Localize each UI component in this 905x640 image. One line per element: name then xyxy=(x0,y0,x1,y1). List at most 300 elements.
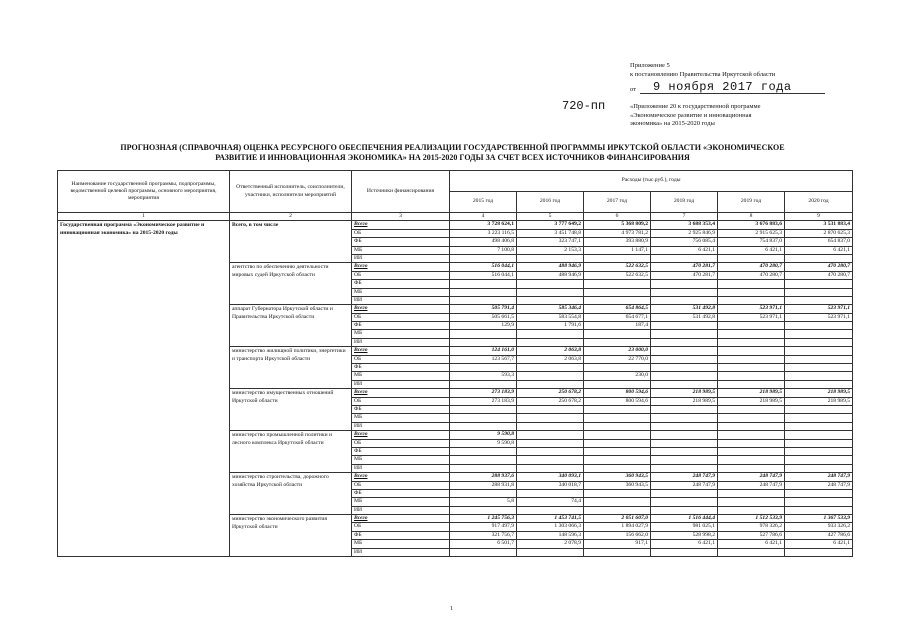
value-cell: 124 161,0 xyxy=(450,347,517,355)
value-cell xyxy=(517,464,584,472)
value-cell xyxy=(651,338,718,346)
value-cell xyxy=(718,498,785,506)
executor-cell: министерство промышленной политики и лесного комплекса Иркутской области xyxy=(230,431,352,473)
value-cell: 6 421,1 xyxy=(718,246,785,254)
value-cell: 516 044,1 xyxy=(450,271,517,279)
source-cell: ОБ xyxy=(352,439,450,447)
value-cell: 531 492,8 xyxy=(651,305,718,313)
value-cell: 6 421,1 xyxy=(718,540,785,548)
value-cell xyxy=(651,347,718,355)
value-cell xyxy=(651,464,718,472)
value-cell xyxy=(651,506,718,514)
value-cell xyxy=(651,431,718,439)
value-cell: 3 531 883,4 xyxy=(785,221,853,229)
value-cell xyxy=(718,439,785,447)
value-cell xyxy=(785,280,853,288)
source-cell: ИИ xyxy=(352,254,450,262)
source-cell: Всего xyxy=(352,263,450,271)
value-cell xyxy=(718,355,785,363)
value-cell xyxy=(450,456,517,464)
value-cell: 505 661,5 xyxy=(450,313,517,321)
value-cell: 248 747,9 xyxy=(718,473,785,481)
value-cell xyxy=(718,254,785,262)
value-cell: 981 025,1 xyxy=(651,523,718,531)
value-cell xyxy=(584,456,651,464)
value-cell: 2 063,8 xyxy=(517,347,584,355)
source-cell: Всего xyxy=(352,305,450,313)
value-cell: 156 662,0 xyxy=(584,531,651,539)
source-cell: ОБ xyxy=(352,397,450,405)
value-cell xyxy=(785,422,853,430)
year-header: 2017 год xyxy=(584,192,651,213)
value-cell xyxy=(785,330,853,338)
value-cell xyxy=(718,280,785,288)
year-header: 2015 год xyxy=(450,192,517,213)
value-cell: 654 864,5 xyxy=(584,305,651,313)
value-cell xyxy=(718,372,785,380)
source-cell: ИИ xyxy=(352,338,450,346)
value-cell: 754 837,0 xyxy=(718,238,785,246)
value-cell xyxy=(651,355,718,363)
value-cell xyxy=(517,489,584,497)
source-cell: Всего xyxy=(352,473,450,481)
value-cell xyxy=(517,330,584,338)
value-cell xyxy=(450,405,517,413)
value-cell: 74,4 xyxy=(517,498,584,506)
value-cell xyxy=(517,338,584,346)
column-number: 5 xyxy=(517,213,584,221)
executor-cell: министерство имущественных отношений Иркутской области xyxy=(230,389,352,431)
value-cell xyxy=(651,405,718,413)
value-cell xyxy=(517,548,584,556)
value-cell: 505 791,4 xyxy=(450,305,517,313)
value-cell xyxy=(718,414,785,422)
table-body xyxy=(58,221,853,557)
value-cell xyxy=(785,439,853,447)
value-cell xyxy=(785,405,853,413)
value-cell xyxy=(584,489,651,497)
value-cell xyxy=(718,288,785,296)
value-cell: 9 590,8 xyxy=(450,431,517,439)
value-cell xyxy=(450,280,517,288)
value-cell: 523 971,1 xyxy=(785,305,853,313)
source-cell: МБ xyxy=(352,330,450,338)
value-cell xyxy=(718,489,785,497)
annex-line3: экономика» на 2015-2020 годы xyxy=(630,120,715,127)
value-cell: 148 596,3 xyxy=(517,531,584,539)
value-cell xyxy=(718,464,785,472)
value-cell: 218 989,5 xyxy=(718,389,785,397)
column-number: 6 xyxy=(584,213,651,221)
value-cell xyxy=(517,296,584,304)
value-cell xyxy=(517,506,584,514)
value-cell: 4 973 781,2 xyxy=(584,229,651,237)
value-cell: 583 554,8 xyxy=(517,313,584,321)
value-cell xyxy=(651,439,718,447)
source-cell: МБ xyxy=(352,414,450,422)
value-cell: 527 786,6 xyxy=(718,531,785,539)
source-cell: ИИ xyxy=(352,422,450,430)
value-cell xyxy=(785,296,853,304)
source-cell: ОБ xyxy=(352,313,450,321)
value-cell: 9 590,8 xyxy=(450,439,517,447)
value-cell xyxy=(651,380,718,388)
value-cell xyxy=(584,414,651,422)
value-cell xyxy=(584,498,651,506)
value-cell xyxy=(785,506,853,514)
title-line2: РАЗВИТИЕ И ИННОВАЦИОННАЯ ЭКОНОМИКА» НА 2015-2020 ГОДЫ ЗА СЧЕТ ВСЕХ ИСТОЧНИКОВ ФИНАНСИРОВАНИЯ xyxy=(215,153,690,162)
source-cell: ИИ xyxy=(352,296,450,304)
value-cell: 2 915 625,3 xyxy=(718,229,785,237)
source-cell: ИИ xyxy=(352,548,450,556)
source-cell: Всего xyxy=(352,347,450,355)
value-cell: 248 747,9 xyxy=(785,473,853,481)
value-cell xyxy=(584,338,651,346)
source-cell: ОБ xyxy=(352,271,450,279)
value-cell xyxy=(785,456,853,464)
source-cell: ОБ xyxy=(352,481,450,489)
value-cell xyxy=(450,288,517,296)
value-cell xyxy=(517,280,584,288)
value-cell: 523 971,1 xyxy=(718,313,785,321)
value-cell xyxy=(517,447,584,455)
value-cell: 585 346,4 xyxy=(517,305,584,313)
value-cell xyxy=(785,364,853,372)
value-cell xyxy=(450,506,517,514)
decree-number: 720-пп xyxy=(562,99,606,113)
value-cell: 1 367 533,9 xyxy=(785,515,853,523)
value-cell xyxy=(450,548,517,556)
value-cell xyxy=(651,330,718,338)
header-expenses: Расходы (тыс.руб.), годы xyxy=(450,171,853,192)
value-cell xyxy=(718,548,785,556)
value-cell: 218 989,5 xyxy=(785,397,853,405)
value-cell: 321 756,7 xyxy=(450,531,517,539)
value-cell: 3 728 624,1 xyxy=(450,221,517,229)
value-cell: 129,9 xyxy=(450,322,517,330)
value-cell: 5 368 809,2 xyxy=(584,221,651,229)
value-cell xyxy=(584,380,651,388)
appendix-header xyxy=(630,62,870,79)
source-cell: ФБ xyxy=(352,364,450,372)
value-cell: 933 326,2 xyxy=(785,523,853,531)
value-cell: 218 989,5 xyxy=(718,397,785,405)
header-row xyxy=(58,171,853,192)
value-cell: 288 937,6 xyxy=(450,473,517,481)
value-cell xyxy=(785,431,853,439)
value-cell: 488 946,9 xyxy=(517,263,584,271)
value-cell: 22 770,0 xyxy=(584,355,651,363)
value-cell: 1 512 533,9 xyxy=(718,515,785,523)
value-cell: 2 925 846,9 xyxy=(651,229,718,237)
value-cell xyxy=(785,464,853,472)
value-cell xyxy=(517,422,584,430)
value-cell: 2 078,9 xyxy=(517,540,584,548)
source-cell: ФБ xyxy=(352,322,450,330)
source-cell: Всего xyxy=(352,515,450,523)
value-cell: 498 406,8 xyxy=(450,238,517,246)
source-cell: ФБ xyxy=(352,405,450,413)
value-cell: 3 451 748,8 xyxy=(517,229,584,237)
annex-line2: «Экономическое развитие и инновационная xyxy=(630,111,752,119)
column-number: 3 xyxy=(352,213,450,221)
value-cell: 917 497,9 xyxy=(450,523,517,531)
value-cell: 248 747,9 xyxy=(651,473,718,481)
page-number: 1 xyxy=(450,606,453,612)
value-cell xyxy=(785,338,853,346)
value-cell xyxy=(450,380,517,388)
value-cell xyxy=(450,330,517,338)
value-cell xyxy=(584,280,651,288)
value-cell: 218 989,5 xyxy=(651,389,718,397)
document-title xyxy=(60,143,845,163)
value-cell: 3 676 883,6 xyxy=(718,221,785,229)
source-cell: ФБ xyxy=(352,489,450,497)
value-cell xyxy=(450,254,517,262)
value-cell xyxy=(785,347,853,355)
value-cell: 6 421,1 xyxy=(785,540,853,548)
source-cell: Всего xyxy=(352,431,450,439)
value-cell: 248 747,9 xyxy=(718,481,785,489)
value-cell xyxy=(651,280,718,288)
value-cell: 800 594,6 xyxy=(584,397,651,405)
value-cell: 523 971,1 xyxy=(785,313,853,321)
value-cell: 470 280,7 xyxy=(785,271,853,279)
value-cell: 523 971,1 xyxy=(718,305,785,313)
value-cell: 3 688 353,4 xyxy=(651,221,718,229)
value-cell: 516 044,1 xyxy=(450,263,517,271)
value-cell: 531 492,8 xyxy=(651,313,718,321)
value-cell: 393 880,9 xyxy=(584,238,651,246)
value-cell xyxy=(785,447,853,455)
value-cell xyxy=(450,338,517,346)
value-cell: 2 870 625,3 xyxy=(785,229,853,237)
value-cell: 248 747,9 xyxy=(785,481,853,489)
value-cell xyxy=(651,498,718,506)
source-cell: ОБ xyxy=(352,523,450,531)
value-cell: 230,0 xyxy=(584,372,651,380)
source-cell: МБ xyxy=(352,498,450,506)
value-cell xyxy=(584,405,651,413)
value-cell xyxy=(651,288,718,296)
value-cell: 273 183,9 xyxy=(450,397,517,405)
value-cell xyxy=(718,422,785,430)
value-cell: 470 281,7 xyxy=(651,271,718,279)
source-cell: ФБ xyxy=(352,238,450,246)
value-cell xyxy=(718,296,785,304)
value-cell: 1 147,1 xyxy=(584,246,651,254)
value-cell xyxy=(718,405,785,413)
executor-cell: министерство жилищной политики, энергетики и транспорта Иркутской области xyxy=(230,347,352,389)
program-name-cell: Государственная программа «Экономическое развитие и инновационная экономика» на 2015-2020 годы xyxy=(58,221,230,557)
decree-date: 9 ноября 2017 года xyxy=(653,80,792,94)
value-cell: 218 989,5 xyxy=(651,397,718,405)
column-number: 2 xyxy=(230,213,352,221)
value-cell: 917,1 xyxy=(584,540,651,548)
appendix-line2: к постановлению Правительства Иркутской области xyxy=(630,70,776,78)
source-cell: ИИ xyxy=(352,464,450,472)
source-cell: МБ xyxy=(352,372,450,380)
value-cell xyxy=(785,355,853,363)
value-cell xyxy=(785,414,853,422)
value-cell xyxy=(651,447,718,455)
column-number: 9 xyxy=(785,213,853,221)
value-cell xyxy=(651,548,718,556)
value-cell xyxy=(584,422,651,430)
value-cell: 800 594,6 xyxy=(584,389,651,397)
value-cell xyxy=(718,322,785,330)
table-row xyxy=(58,221,853,229)
value-cell xyxy=(450,414,517,422)
value-cell: 2 051 607,0 xyxy=(584,515,651,523)
value-cell: 323 747,1 xyxy=(517,238,584,246)
header-program: Наименование государственной программы, подпрограммы, ведомственной целевой программы, основного мероприятия, мероприятия xyxy=(58,171,230,213)
value-cell xyxy=(584,431,651,439)
value-cell: 6 501,7 xyxy=(450,540,517,548)
value-cell xyxy=(450,489,517,497)
value-cell: 5,8 xyxy=(450,498,517,506)
value-cell xyxy=(785,489,853,497)
value-cell: 7 100,8 xyxy=(450,246,517,254)
value-cell: 273 183,9 xyxy=(450,389,517,397)
value-cell: 470 280,7 xyxy=(718,271,785,279)
value-cell xyxy=(584,506,651,514)
source-cell: ФБ xyxy=(352,280,450,288)
value-cell xyxy=(785,548,853,556)
source-cell: МБ xyxy=(352,540,450,548)
value-cell: 2 153,3 xyxy=(517,246,584,254)
value-cell: 6 421,1 xyxy=(785,246,853,254)
value-cell: 470 280,7 xyxy=(785,263,853,271)
value-cell xyxy=(718,364,785,372)
executor-cell: агентство по обеспечению деятельности мировых судей Иркутской области xyxy=(230,263,352,305)
executor-cell: аппарат Губернатора Иркутской области и Правительства Иркутской области xyxy=(230,305,352,347)
year-header: 2019 год xyxy=(718,192,785,213)
value-cell xyxy=(718,506,785,514)
value-cell xyxy=(651,364,718,372)
executor-cell: министерство экономического развития Иркутской области xyxy=(230,515,352,557)
value-cell: 3 223 116,5 xyxy=(450,229,517,237)
value-cell xyxy=(517,380,584,388)
value-cell xyxy=(517,364,584,372)
value-cell xyxy=(651,254,718,262)
value-cell: 756 085,4 xyxy=(651,238,718,246)
funding-table xyxy=(57,170,853,557)
header-source: Источники финансирования xyxy=(352,171,450,213)
executor-cell: министерство строительства, дорожного хозяйства Иркутской области xyxy=(230,473,352,515)
value-cell xyxy=(718,330,785,338)
value-cell: 470 281,7 xyxy=(651,263,718,271)
value-cell xyxy=(584,330,651,338)
value-cell xyxy=(584,254,651,262)
value-cell xyxy=(517,439,584,447)
source-cell: ОБ xyxy=(352,229,450,237)
source-cell: Всего xyxy=(352,221,450,229)
value-cell xyxy=(517,414,584,422)
value-cell: 654 837,0 xyxy=(785,238,853,246)
value-cell xyxy=(718,338,785,346)
column-number: 4 xyxy=(450,213,517,221)
value-cell xyxy=(785,288,853,296)
source-cell: ОБ xyxy=(352,355,450,363)
value-cell: 427 786,6 xyxy=(785,531,853,539)
value-cell: 470 280,7 xyxy=(718,263,785,271)
value-cell xyxy=(450,364,517,372)
value-cell xyxy=(584,464,651,472)
value-cell xyxy=(584,296,651,304)
value-cell: 522 632,5 xyxy=(584,271,651,279)
value-cell: 123 567,7 xyxy=(450,355,517,363)
value-cell xyxy=(517,431,584,439)
value-cell: 218 989,5 xyxy=(785,389,853,397)
value-cell: 1 791,6 xyxy=(517,322,584,330)
source-cell: МБ xyxy=(352,246,450,254)
value-cell: 1 516 444,4 xyxy=(651,515,718,523)
value-cell: 187,4 xyxy=(584,322,651,330)
column-number: 8 xyxy=(718,213,785,221)
value-cell xyxy=(517,372,584,380)
value-cell xyxy=(651,489,718,497)
value-cell xyxy=(584,447,651,455)
column-number: 7 xyxy=(651,213,718,221)
value-cell xyxy=(584,288,651,296)
value-cell xyxy=(450,296,517,304)
value-cell xyxy=(584,364,651,372)
value-cell: 6 421,1 xyxy=(651,540,718,548)
value-cell: 3 777 649,2 xyxy=(517,221,584,229)
column-number: 1 xyxy=(58,213,230,221)
value-cell: 360 943,5 xyxy=(584,481,651,489)
value-cell xyxy=(517,405,584,413)
value-cell: 340 018,7 xyxy=(517,481,584,489)
value-cell: 1 303 066,3 xyxy=(517,523,584,531)
value-cell: 2 063,8 xyxy=(517,355,584,363)
value-cell: 654 677,1 xyxy=(584,313,651,321)
value-cell xyxy=(718,456,785,464)
value-cell: 6 421,1 xyxy=(651,246,718,254)
value-cell xyxy=(651,456,718,464)
value-cell: 1 245 756,3 xyxy=(450,515,517,523)
value-cell: 360 943,5 xyxy=(584,473,651,481)
date-prefix: от xyxy=(630,86,637,93)
value-cell xyxy=(785,372,853,380)
value-cell xyxy=(718,447,785,455)
annex-reference xyxy=(630,103,860,129)
annex-line1: «Приложение 20 к государственной программе xyxy=(630,103,761,110)
executor-cell: Всего, в том числе xyxy=(230,221,352,263)
value-cell: 340 093,1 xyxy=(517,473,584,481)
value-cell xyxy=(584,548,651,556)
value-cell: 250 678,2 xyxy=(517,397,584,405)
value-cell: 522 632,5 xyxy=(584,263,651,271)
value-cell xyxy=(651,422,718,430)
column-number-row xyxy=(58,213,853,221)
header-executor: Ответственный исполнитель, соисполнители, участники, исполнители мероприятий xyxy=(230,171,352,213)
source-cell: Всего xyxy=(352,389,450,397)
value-cell xyxy=(718,431,785,439)
value-cell: 1 453 741,5 xyxy=(517,515,584,523)
value-cell xyxy=(718,380,785,388)
year-header: 2018 год xyxy=(651,192,718,213)
source-cell: ФБ xyxy=(352,447,450,455)
value-cell xyxy=(517,288,584,296)
value-cell: 593,3 xyxy=(450,372,517,380)
value-cell xyxy=(450,422,517,430)
title-line1: ПРОГНОЗНАЯ (СПРАВОЧНАЯ) ОЦЕНКА РЕСУРСНОГО ОБЕСПЕЧЕНИЯ РЕАЛИЗАЦИИ ГОСУДАРСТВЕННОЙ ПРОГРАММЫ ИРКУТСКОЙ ОБЛАСТИ «ЭКОНОМИЧЕСКОЕ xyxy=(120,143,785,152)
source-cell: ИИ xyxy=(352,380,450,388)
value-cell xyxy=(785,254,853,262)
value-cell xyxy=(785,322,853,330)
